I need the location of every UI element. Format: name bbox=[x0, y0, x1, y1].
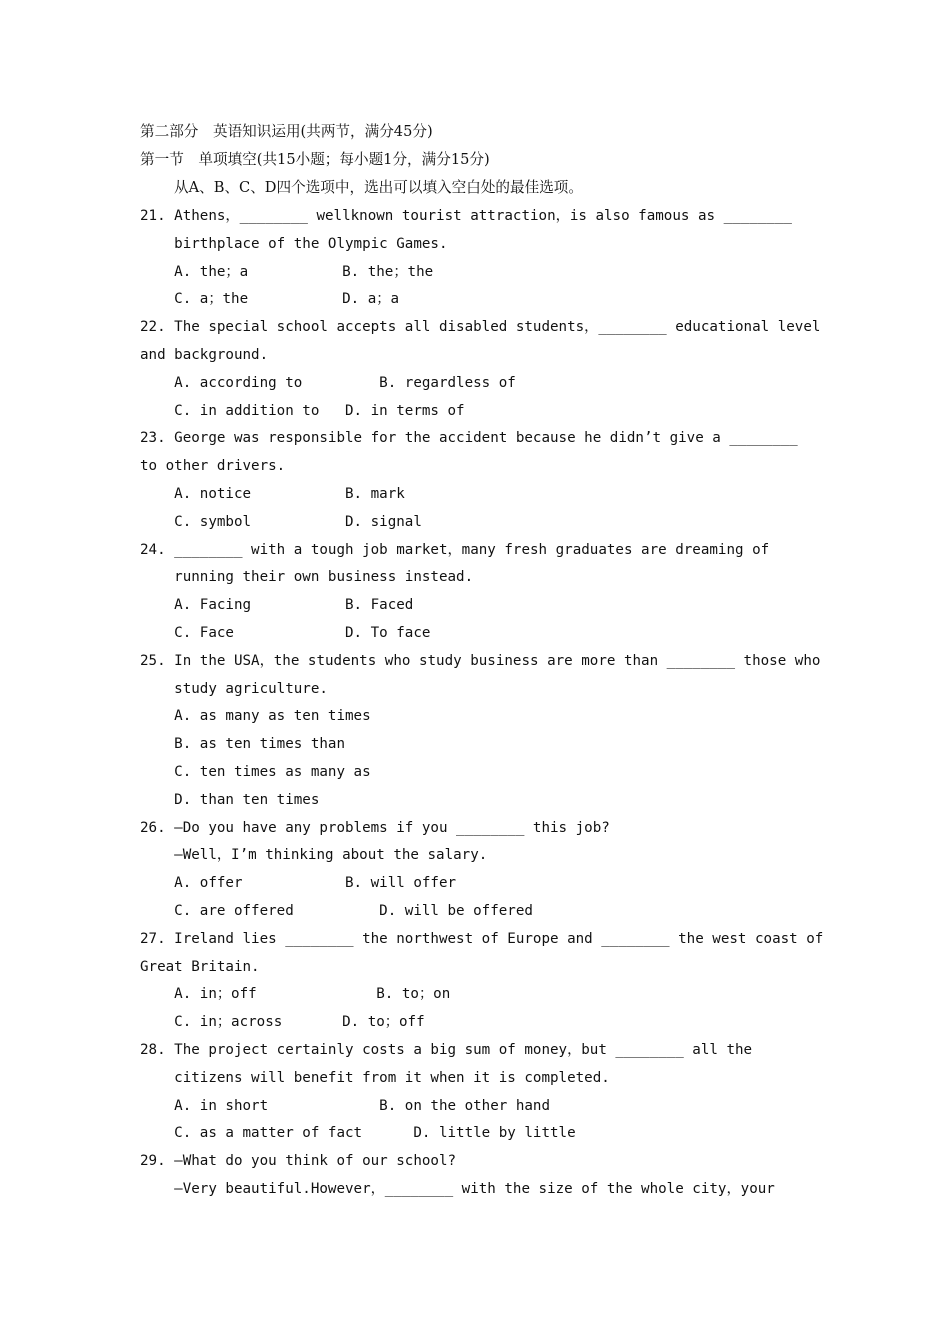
section-heading: 第一节 单项填空(共15小题；每小题1分，满分15分) bbox=[140, 151, 490, 168]
question-line: and background. bbox=[140, 347, 269, 363]
question-line: —Very beautiful.However，________ with the size of the whole city，your bbox=[140, 1181, 775, 1197]
question-line: D. than ten times bbox=[140, 791, 320, 808]
question-line: 24. ________ with a tough job market，many fresh graduates are dreaming of bbox=[140, 541, 770, 558]
part-heading: 第二部分 英语知识运用(共两节，满分45分) bbox=[140, 123, 433, 140]
question-line: A. offer B. will offer bbox=[140, 875, 457, 892]
question-line: citizens will benefit from it when it is completed. bbox=[140, 1069, 610, 1086]
question-line: 28. The project certainly costs a big sum of money，but ________ all the bbox=[140, 1042, 753, 1058]
question-line: 23. George was responsible for the accident because he didn’t give a ________ bbox=[140, 430, 798, 447]
question-line: running their own business instead. bbox=[140, 569, 474, 586]
question-line: 22. The special school accepts all disabled students，________ educational level bbox=[140, 319, 821, 336]
question-line: 21. Athens，________ wellknown tourist attraction，is also famous as ________ bbox=[140, 208, 792, 224]
question-line: A. in short B. on the other hand bbox=[140, 1097, 550, 1114]
question-line: study agriculture. bbox=[140, 680, 328, 697]
question-line: C. in addition to D. in terms of bbox=[140, 402, 465, 419]
question-line: C. Face D. To face bbox=[140, 625, 431, 641]
question-line: 27. Ireland lies ________ the northwest of Europe and ________ the west coast of bbox=[140, 930, 824, 947]
question-line: C. a；the D. a；a bbox=[140, 291, 399, 308]
question-line: 26. —Do you have any problems if you ________ this job? bbox=[140, 819, 610, 836]
question-line: C. as a matter of fact D. little by little bbox=[140, 1125, 576, 1142]
question-line: A. according to B. regardless of bbox=[140, 374, 516, 391]
question-line: birthplace of the Olympic Games. bbox=[140, 235, 448, 252]
question-line: 25. In the USA，the students who study business are more than ________ those who bbox=[140, 652, 821, 669]
question-line: A. as many as ten times bbox=[140, 708, 371, 725]
question-line: to other drivers. bbox=[140, 458, 286, 475]
question-line: C. symbol D. signal bbox=[140, 513, 422, 530]
question-line: B. as ten times than bbox=[140, 736, 345, 753]
question-line: A. notice B. mark bbox=[140, 486, 405, 502]
question-line: C. are offered D. will be offered bbox=[140, 903, 533, 919]
question-line: C. in；across D. to；off bbox=[140, 1014, 425, 1031]
instruction-text: 从A、B、C、D四个选项中，选出可以填入空白处的最佳选项。 bbox=[174, 179, 583, 196]
question-line: C. ten times as many as bbox=[140, 764, 371, 780]
question-line: A. in；off B. to；on bbox=[140, 986, 451, 1003]
question-line: A. the；a B. the；the bbox=[140, 263, 434, 280]
question-line: 29. —What do you think of our school? bbox=[140, 1153, 457, 1170]
question-line: —Well，I’m thinking about the salary. bbox=[140, 847, 488, 864]
question-line: A. Facing B. Faced bbox=[140, 597, 414, 614]
question-line: Great Britain. bbox=[140, 958, 260, 975]
